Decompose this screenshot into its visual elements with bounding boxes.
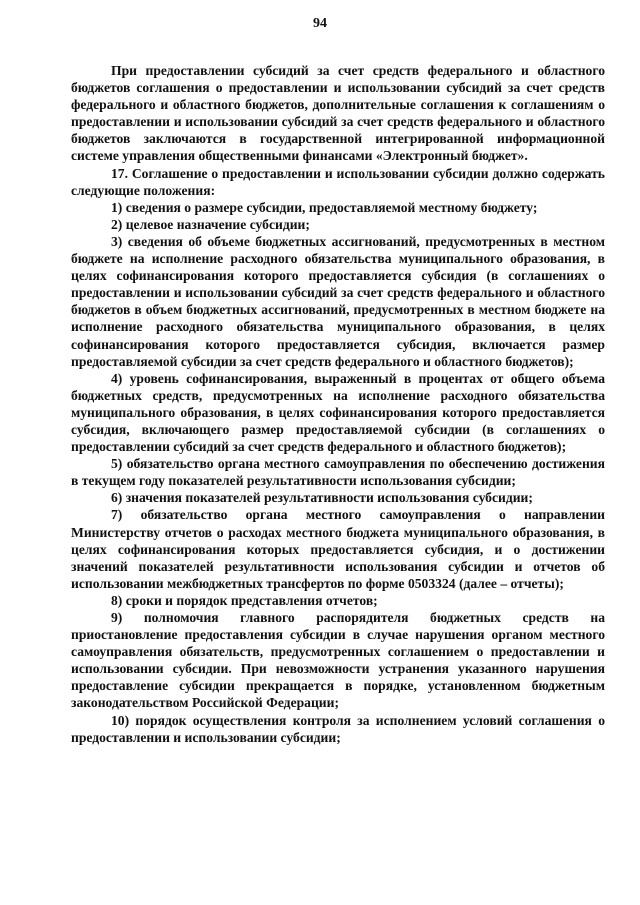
list-item-2-purpose: 2) целевое назначение субсидии; (111, 216, 310, 232)
list-item-3-allocations: 3) сведения об объеме бюджетных ассигнований, предусмотренных в местном бюджете на исполнение расходного обязательства муниципального образования, в целях софинансирования которого предоставляется субсидия (в соглашениях о предоставлении и использовании субсидий за счет средств федерального и областного бюджетов в объем бюджетных ассигнований, предусмотренных в местном бюджете на исполнение расходного обязательства муниципального образования, в целях софинансирования которого предоставляется субсидия, включается размер предоставляемой субсидии за счет средств федерального и областного бюджетов); (71, 233, 605, 369)
list-item-9-suspension-powers: 9) полномочия главного распорядителя бюджетных средств на приостановление предоставления субсидии в случае нарушения органом местного самоуправления обязательств, предусмотренных соглашением о предоставлении и использовании субсидии. При невозможности устранения указанного нарушения предоставление субсидии прекращается в порядке, установленном бюджетным законодательством Российской Федерации; (71, 610, 605, 711)
list-item-4-cofinancing-level: 4) уровень софинансирования, выраженный в процентах от общего объема бюджетных средств, предусмотренных на исполнение расходного обязательства муниципального образования, в целях софинансирования которого предоставляется субсидия, включающего размер предоставляемой субсидии (в соглашениях о предоставлении субсидий за счет средств федерального и областного бюджетов); (71, 370, 605, 455)
list-item-6-indicator-values: 6) значения показателей результативности использования субсидии; (111, 490, 533, 506)
list-item-5-performance-obligation: 5) обязательство органа местного самоуправления по обеспечению достижения в текущем году показателей результативности использования субсидии; (71, 456, 605, 489)
list-item-7-reporting-obligation: 7) обязательство органа местного самоуправления о направлении Министерству отчетов о расходах местного бюджета муниципального образования, в целях софинансирования которых предоставляется субсидия, и о достижении значений показателей результативности использования субсидии и отчетов об использовании межбюджетных трансфертов по форме 0503324 (далее – отчеты); (71, 507, 605, 591)
page-number: 94 (313, 16, 327, 31)
paragraph-17-agreement-contents: 17. Соглашение о предоставлении и использовании субсидии должно содержать следующие положения: (71, 165, 605, 198)
document-body (71, 62, 605, 746)
list-item-1-subsidy-amount: 1) сведения о размере субсидии, предоставляемой местному бюджету; (111, 199, 538, 215)
paragraph-electronic-budget: При предоставлении субсидий за счет средств федерального и областного бюджетов соглашения о предоставлении и использовании субсидий за счет средств федерального и областного бюджетов, дополнительные соглашения к соглашениям о предоставлении и использовании субсидий за счет средств федерального и областного бюджетов заключаются в государственной интегрированной информационной системе управления общественными финансами «Электронный бюджет». (71, 63, 605, 164)
list-item-8-report-deadlines: 8) сроки и порядок представления отчетов; (111, 592, 378, 608)
list-item-10-control-procedure: 10) порядок осуществления контроля за исполнением условий соглашения о предоставлении и использовании субсидии; (71, 712, 605, 745)
